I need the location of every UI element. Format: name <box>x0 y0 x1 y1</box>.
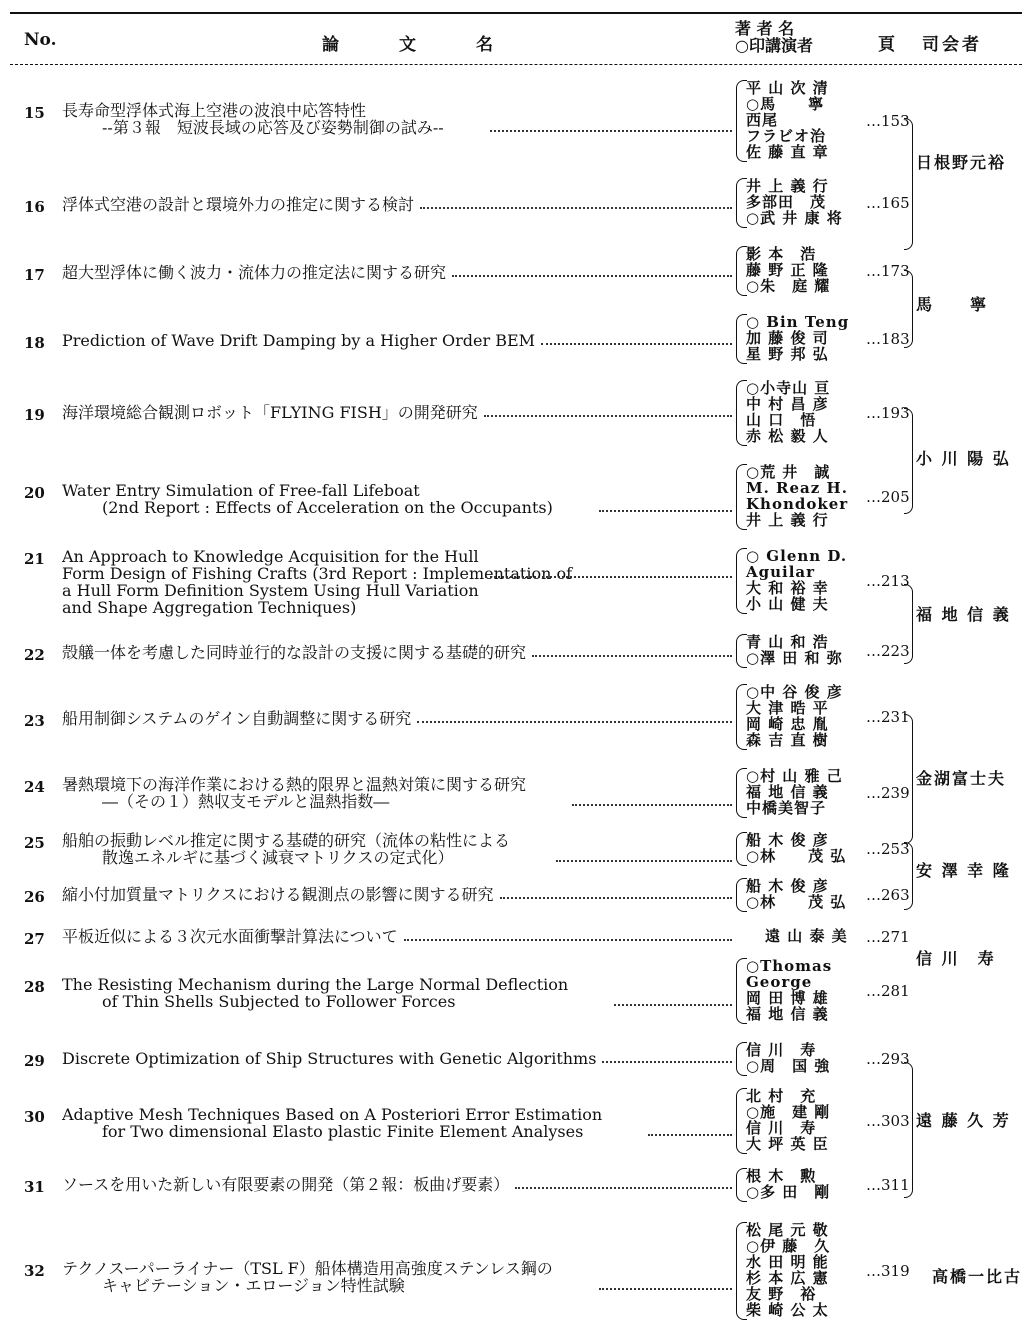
author-name: 山 口 悟 <box>746 411 817 429</box>
table-row <box>0 634 1030 666</box>
entry-page: …193 <box>866 404 910 422</box>
chair-name: 馬 寧 <box>916 295 989 314</box>
entry-page: …153 <box>866 112 910 130</box>
entry-page: …303 <box>866 1112 910 1130</box>
author-name: 中 村 昌 彦 <box>746 395 829 413</box>
header-title-char: 文 <box>399 35 416 55</box>
entry-subtitle: a Hull Form Definition System Using Hull Variation <box>62 581 479 600</box>
entry-authors <box>746 246 830 294</box>
entry-authors <box>746 1042 830 1074</box>
author-name: 松 尾 元 敬 <box>746 1221 829 1239</box>
author-name: 信 川 寿 <box>746 1041 817 1059</box>
author-name: 柴 崎 公 太 <box>746 1301 829 1319</box>
table-row <box>0 178 1030 226</box>
entry-title <box>62 976 568 1010</box>
author-name: 友 野 裕 <box>746 1285 817 1303</box>
author-name: Khondoker <box>746 495 849 513</box>
table-row <box>0 1222 1030 1318</box>
entry-title <box>62 832 510 866</box>
entry-title-main: テクノスーパーライナー（TSL F）船体構造用高強度ステンレス鋼の <box>62 1259 553 1278</box>
chair-brace <box>904 408 913 514</box>
entry-number: 20 <box>24 484 45 502</box>
entry-number: 15 <box>24 104 45 122</box>
header-authors-line1: 著 者 名 <box>735 19 795 38</box>
author-name: 佐 藤 直 章 <box>746 143 829 161</box>
chair-brace <box>904 584 913 664</box>
entry-authors <box>746 684 843 748</box>
entry-subtitle: Form Design of Fishing Crafts (3rd Report : Implementation of <box>62 564 573 583</box>
dotted-leader <box>541 343 732 345</box>
author-name: 青 山 和 浩 <box>746 633 829 651</box>
entry-number: 19 <box>24 406 45 424</box>
chair-brace <box>904 270 913 348</box>
entry-title <box>62 886 494 903</box>
chair-name: 小 川 陽 弘 <box>916 449 1011 468</box>
entry-number: 16 <box>24 198 45 216</box>
entry-page: …293 <box>866 1050 910 1068</box>
author-name: 大 和 裕 幸 <box>746 579 829 597</box>
author-name: 西尾 <box>746 111 779 129</box>
author-name: 岡 崎 忠 胤 <box>746 715 829 733</box>
header-authors <box>735 20 813 54</box>
header-divider <box>10 64 1022 65</box>
entry-subtitle: ―（その１）熱収支モデルと温熱指数― <box>102 792 390 811</box>
entry-number: 18 <box>24 334 45 352</box>
author-name: フラビオ治 <box>746 127 827 145</box>
author-name: 遠 山 泰 美 <box>765 927 848 945</box>
entry-subtitle: and Shape Aggregation Techniques) <box>62 598 357 617</box>
author-name: 信 川 寿 <box>746 1119 817 1137</box>
table-row <box>0 878 1030 910</box>
entry-subtitle: 散逸エネルギに基づく減衰マトリクスの定式化） <box>102 848 454 867</box>
dotted-leader <box>417 721 732 723</box>
dotted-leader <box>556 860 732 862</box>
entry-title-main: Water Entry Simulation of Free-fall Lifeboat <box>62 481 420 500</box>
entry-number: 25 <box>24 834 45 852</box>
dotted-leader <box>599 510 732 512</box>
entry-title-main: 殻艤一体を考慮した同時並行的な設計の支援に関する基礎的研究 <box>62 643 527 662</box>
entry-title-main: 平板近似による３次元水面衝撃計算法について <box>62 927 398 946</box>
entry-page: …239 <box>866 784 910 802</box>
entry-title <box>62 102 444 136</box>
author-name: George <box>746 973 813 991</box>
entry-authors <box>746 548 847 612</box>
entry-number: 29 <box>24 1052 45 1070</box>
entry-subtitle: of Thin Shells Subjected to Follower Forces <box>102 992 456 1011</box>
entry-title <box>62 196 414 213</box>
author-name: 根 木 勲 <box>746 1167 817 1185</box>
author-name: 岡 田 博 雄 <box>746 989 829 1007</box>
dotted-leader <box>420 207 732 209</box>
author-name: ○施 建 剛 <box>746 1103 831 1121</box>
entry-title <box>62 928 398 945</box>
author-name: 水 田 明 能 <box>746 1253 829 1271</box>
dotted-leader <box>515 1187 732 1189</box>
entry-title-main: 超大型浮体に働く波力・流体力の推定法に関する研究 <box>62 263 447 282</box>
entry-authors <box>765 928 848 944</box>
entry-number: 17 <box>24 266 45 284</box>
dotted-leader <box>485 576 732 578</box>
author-name: 大 坪 英 臣 <box>746 1135 829 1153</box>
entry-title-main: 縮小付加質量マトリクスにおける観測点の影響に関する研究 <box>62 885 494 904</box>
dotted-leader <box>602 1061 732 1063</box>
header-chair: 司会者 <box>922 35 982 55</box>
table-row <box>0 380 1030 444</box>
entry-authors <box>746 768 843 816</box>
entry-number: 22 <box>24 646 45 664</box>
author-name: 船 木 俊 彦 <box>746 877 829 895</box>
author-name: ○武 井 康 将 <box>746 209 843 227</box>
entry-authors <box>746 314 849 362</box>
entry-title <box>62 482 553 516</box>
entry-title-main: 船舶の振動レベル推定に関する基礎的研究（流体の粘性による <box>62 831 511 850</box>
chair-name: 高橋一比古 <box>932 1267 1023 1286</box>
author-name: 小 山 健 夫 <box>746 595 829 613</box>
entry-title-main: The Resisting Mechanism during the Large Normal Deflection <box>62 975 569 994</box>
entry-title-main: 浮体式空港の設計と環境外力の推定に関する検討 <box>62 195 415 214</box>
chair-brace <box>904 118 913 250</box>
chair-name: 安 澤 幸 隆 <box>916 861 1011 880</box>
author-name: 加 藤 俊 司 <box>746 329 829 347</box>
entry-page: …213 <box>866 572 910 590</box>
entry-title <box>62 404 478 421</box>
entry-title <box>62 548 572 616</box>
entry-number: 26 <box>24 888 45 906</box>
author-name: 船 木 俊 彦 <box>746 831 829 849</box>
dotted-leader <box>500 897 732 899</box>
entry-number: 23 <box>24 712 45 730</box>
author-name: ○周 国 強 <box>746 1057 831 1075</box>
dotted-leader <box>452 275 732 277</box>
table-row <box>0 80 1030 160</box>
chair-brace <box>904 1062 913 1198</box>
entry-authors <box>746 832 846 864</box>
dotted-leader <box>614 1004 732 1006</box>
author-name: 井 上 義 行 <box>746 177 829 195</box>
author-name: 中橋美智子 <box>746 799 827 817</box>
entry-number: 28 <box>24 978 45 996</box>
entry-title <box>62 644 526 661</box>
chair-name: 福 地 信 義 <box>916 605 1011 624</box>
entry-title <box>62 776 526 810</box>
author-name: ○ Bin Teng <box>746 313 850 331</box>
author-name: ○多 田 剛 <box>746 1183 831 1201</box>
chair-name: 遠 藤 久 芳 <box>916 1111 1011 1130</box>
entry-page: …173 <box>866 262 910 280</box>
author-name: 赤 松 毅 人 <box>746 427 829 445</box>
header-title-char: 論 <box>322 35 339 55</box>
table-row <box>0 314 1030 362</box>
author-name: 藤 野 正 隆 <box>746 261 829 279</box>
header-authors-line2: ○印講演者 <box>735 36 813 55</box>
entry-title <box>62 264 446 281</box>
author-name: 福 地 信 義 <box>746 783 829 801</box>
dotted-leader <box>484 415 732 417</box>
author-name: ○荒 井 誠 <box>746 463 831 481</box>
author-name: 星 野 邦 弘 <box>746 345 829 363</box>
entry-title-main: 暑熱環境下の海洋作業における熱的限界と温熱対策に関する研究 <box>62 775 527 794</box>
entry-subtitle: キャビテーション・エロージョン特性試験 <box>102 1276 405 1295</box>
entry-subtitle: (2nd Report : Effects of Acceleration on the Occupants) <box>102 498 553 517</box>
header-no: No. <box>24 30 57 50</box>
author-name: ○小寺山 亘 <box>746 379 831 397</box>
dotted-leader <box>648 1134 732 1136</box>
entry-authors <box>746 380 830 444</box>
table-row <box>0 927 1030 948</box>
entry-page: …183 <box>866 330 910 348</box>
header-page: 頁 <box>878 35 895 55</box>
table-row <box>0 1088 1030 1152</box>
entry-subtitle: --第３報 短波長域の応答及び姿勢制御の試み-- <box>102 118 444 137</box>
entry-title-main: An Approach to Knowledge Acquisition for the Hull <box>62 547 479 566</box>
author-name: ○伊 藤 久 <box>746 1237 831 1255</box>
entry-title <box>62 1106 602 1140</box>
entry-page: …271 <box>866 928 910 946</box>
entry-page: …311 <box>866 1176 910 1194</box>
header-title <box>322 30 553 55</box>
entry-title <box>62 332 535 349</box>
entry-authors <box>746 1222 830 1318</box>
entry-page: …165 <box>866 194 910 212</box>
author-name: 影 本 浩 <box>746 245 817 263</box>
chair-brace <box>904 842 913 910</box>
author-name: ○村 山 雅 己 <box>746 767 843 785</box>
table-row <box>0 831 1030 867</box>
entry-title <box>62 710 411 727</box>
chair-name: 日根野元裕 <box>916 153 1007 172</box>
entry-authors <box>746 1168 830 1200</box>
author-name: 多部田 茂 <box>746 193 827 211</box>
table-row <box>0 958 1030 1022</box>
entry-number: 31 <box>24 1178 45 1196</box>
header-title-char: 名 <box>476 35 493 55</box>
entry-authors <box>746 1088 830 1152</box>
entry-number: 32 <box>24 1262 45 1280</box>
author-name: 井 上 義 行 <box>746 511 829 529</box>
top-rule <box>10 12 1022 14</box>
chair-name: 金湖富士夫 <box>916 769 1007 788</box>
entry-title <box>62 1050 596 1067</box>
entry-page: …319 <box>866 1262 910 1280</box>
author-name: 杉 本 広 憲 <box>746 1269 829 1287</box>
entry-title-main: Adaptive Mesh Techniques Based on A Posteriori Error Estimation <box>62 1105 603 1124</box>
entry-authors <box>746 958 832 1022</box>
entry-page: …231 <box>866 708 910 726</box>
table-row <box>0 246 1030 294</box>
author-name: ○林 茂 弘 <box>746 893 847 911</box>
entry-title-main: Discrete Optimization of Ship Structures with Genetic Algorithms <box>62 1049 597 1068</box>
entry-authors <box>746 178 843 226</box>
dotted-leader <box>599 1288 732 1290</box>
author-name: ○ Glenn D. <box>746 547 848 565</box>
author-name: 森 吉 直 樹 <box>746 731 829 749</box>
entry-title <box>62 1260 553 1294</box>
table-row <box>0 464 1030 528</box>
dotted-leader <box>532 655 732 657</box>
author-name: 大 津 晧 平 <box>746 699 829 717</box>
entry-title-main: 海洋環境総合観測ロボット「FLYING FISH」の開発研究 <box>62 403 478 422</box>
dotted-leader <box>572 804 732 806</box>
entry-number: 21 <box>24 550 45 568</box>
table-row <box>0 768 1030 816</box>
table-row <box>0 1042 1030 1074</box>
author-name: M. Reaz H. <box>746 479 848 497</box>
entry-page: …263 <box>866 886 910 904</box>
entry-number: 30 <box>24 1108 45 1126</box>
author-name: ○林 茂 弘 <box>746 847 847 865</box>
entry-page: …205 <box>866 488 910 506</box>
entry-title-main: Prediction of Wave Drift Damping by a Higher Order BEM <box>62 331 536 350</box>
entry-title-main: ソースを用いた新しい有限要素の開発（第２報：板曲げ要素） <box>62 1175 510 1194</box>
dotted-leader <box>404 939 732 941</box>
entry-authors <box>746 464 848 528</box>
entry-number: 24 <box>24 778 45 796</box>
author-name: ○中 谷 俊 彦 <box>746 683 843 701</box>
author-name: ○朱 庭 耀 <box>746 277 831 295</box>
author-name: ○馬 寧 <box>746 95 825 113</box>
author-name: 平 山 次 清 <box>746 79 829 97</box>
entry-title-main: 長寿命型浮体式海上空港の波浪中応答特性 <box>62 101 367 120</box>
entry-authors <box>746 80 829 160</box>
entry-page: …223 <box>866 642 910 660</box>
entry-authors <box>746 878 846 910</box>
author-name: ○Thomas <box>746 957 833 975</box>
entry-number: 27 <box>24 930 45 948</box>
entry-page: …253 <box>866 840 910 858</box>
author-name: 福 地 信 義 <box>746 1005 829 1023</box>
entry-title-main: 船用制御システムのゲイン自動調整に関する研究 <box>62 709 412 728</box>
entry-page: …281 <box>866 982 910 1000</box>
table-row <box>0 684 1030 748</box>
author-name: 北 村 充 <box>746 1087 817 1105</box>
author-name: ○澤 田 和 弥 <box>746 649 843 667</box>
dotted-leader <box>490 130 732 132</box>
chair-name: 信 川 寿 <box>916 949 996 968</box>
chair-brace <box>904 714 913 844</box>
entry-subtitle: for Two dimensional Elasto plastic Finite Element Analyses <box>102 1122 584 1141</box>
entry-authors <box>746 634 843 666</box>
author-name: Aguilar <box>746 563 816 581</box>
table-row <box>0 1168 1030 1200</box>
entry-title <box>62 1176 509 1193</box>
